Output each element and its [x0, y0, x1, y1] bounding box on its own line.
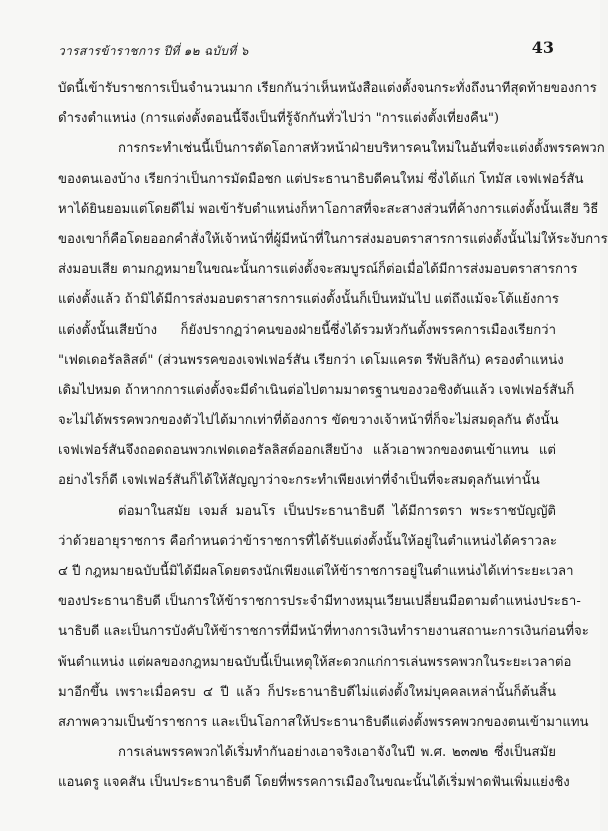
page-header: [58, 36, 554, 62]
text-line: ๔ ปี กฎหมายฉบับนี้มิได้มีผลโดยตรงนักเพียงแต่ให้ข้าราชการอยู่ในตำแหน่งได้เท่าระยะเวลา: [58, 564, 574, 579]
text-line: เดิมไปหมด ถ้าหากการแต่งตั้งจะมีดำเนินต่อไปตามมาตรฐานของวอชิงตันแล้ว เจฟเฟอร์สันก็: [58, 382, 575, 398]
running-head: วารสารข้าราชการ ปีที่ ๑๒ ฉบับที่ ๖: [58, 44, 249, 58]
body-text: [58, 74, 608, 799]
text-line: ดำรงตำแหน่ง (การแต่งตั้งตอนนี้จึงเป็นที่รู้จักกันทั่วไปว่า "การแต่งตั้งเที่ยงคืน"): [58, 111, 500, 127]
text-line: ของตนเองบ้าง เรียกว่าเป็นการมัดมือชก แต่ประธานาธิบดีคนใหม่ ซึ่งได้แก่ โทมัส เจฟเฟอร์สัน: [58, 171, 584, 187]
text-line: ส่งมอบเสีย ตามกฎหมายในขณะนั้นการแต่งตั้งจะสมบูรณ์ก็ต่อเมื่อได้มีการส่งมอบตราสารการ: [58, 262, 578, 278]
text-line: อย่างไรก็ดี เจฟเฟอร์สันก็ได้ให้สัญญาว่าจะกระทำเพียงเท่าที่จำเป็นที่จะสมดุลกันเท่านั้น: [58, 473, 540, 489]
text-line: แต่งตั้งนั้นเสียบ้าง ก็ยังปรากฏว่าคนของฝ่ายนี้ซึ่งได้รวมหัวกันตั้งพรรคการเมืองเรียกว่า: [58, 322, 556, 338]
text-line: เจฟเฟอร์สันจึงถอดถอนพวกเฟดเดอรัลลิสต์ออกเสียบ้าง แล้วเอาพวกของตนเข้าแทน แต่: [58, 443, 556, 459]
text-line: การกระทำเช่นนี้เป็นการตัดโอกาสหัวหน้าฝ่ายบริหารคนใหม่ในอันที่จะแต่งตั้งพรรคพวก: [118, 141, 605, 157]
text-line: บัดนี้เข้ารับราชการเป็นจำนวนมาก เรียกกันว่าเห็นหนังสือแต่งตั้งจนกระทั่งถึงนาทีสุดท้ายของการ: [58, 81, 597, 96]
text-line: หาได้ยินยอมแต่โดยดีไม่ พอเข้ารับตำแหน่งก็หาโอกาสที่จะสะสางส่วนที่ค้างการแต่งตั้งนั้นเสีย วิธี: [58, 201, 599, 217]
text-line: ต่อมาในสมัย เจมส์ มอนโร เป็นประธานาธิบดี ได้มีการตรา พระราชบัญญัติ: [118, 503, 556, 519]
text-line: นาธิบดี และเป็นการบังคับให้ข้าราชการที่มีหน้าที่ทางการเงินทำรายงานสถานะการเงินก่อนที่จะ: [58, 624, 589, 640]
text-line: การเล่นพรรคพวกได้เริ่มทำกันอย่างเอาจริงเอาจังในปี พ.ศ. ๒๓๗๒ ซึ่งเป็นสมัย: [118, 745, 556, 761]
text-line: แต่งตั้งแล้ว ถ้ามิได้มีการส่งมอบตราสารการแต่งตั้งนั้นก็เป็นหมันไป แต่ถึงแม้จะโต้แย้งการ: [58, 292, 559, 308]
text-line: จะไม่ได้พรรคพวกของตัวไปได้มากเท่าที่ต้องการ ขัดขวางเจ้าหน้าที่ก็จะไม่สมดุลกัน ดังนั้น: [58, 413, 559, 429]
text-line: "เฟดเดอรัลลิสต์" (ส่วนพรรคของเจฟเฟอร์สัน เรียกว่า เดโมแครต รีพับลิกัน) ครองตำแหน่ง: [58, 352, 564, 368]
text-line: แอนดรู แจคสัน เป็นประธานาธิบดี โดยที่พรรคการเมืองในขณะนั้นได้เริ่มฟาดฟันเพิ่มแย่งชิง: [58, 775, 570, 791]
text-line: ของเขาก็คือโดยออกคำสั่งให้เจ้าหน้าที่ผู้มีหน้าที่ในการส่งมอบตราสารการแต่งตั้งนั้นไม่ให้ระงับการ: [58, 231, 608, 247]
text-line: ของประธานาธิบดี เป็นการให้ข้าราชการประจำมีทางหมุนเวียนเปลี่ยนมือตามตำแหน่งประธา-: [58, 594, 581, 610]
page-number: 43: [531, 38, 554, 57]
text-line: สภาพความเป็นข้าราชการ และเป็นโอกาสให้ประธานาธิบดีแต่งตั้งพรรคพวกของตนเข้ามาแทน: [58, 714, 589, 730]
text-line: ว่าด้วยอายุราชการ คือกำหนดว่าข้าราชการที่ได้รับแต่งตั้งนั้นให้อยู่ในตำแหน่งได้คราวละ: [58, 533, 558, 549]
text-line: มาอีกขึ้น เพราะเมื่อครบ ๔ ปี แล้ว ก็ประธานาธิบดีไม่แต่งตั้งใหม่บุคคลเหล่านั้นก็ต้นสิ้น: [58, 684, 556, 700]
text-line: พ้นตำแหน่ง แต่ผลของกฎหมายฉบับนี้เป็นเหตุให้สะดวกแก่การเล่นพรรคพวกในระยะเวลาต่อ: [58, 654, 572, 670]
